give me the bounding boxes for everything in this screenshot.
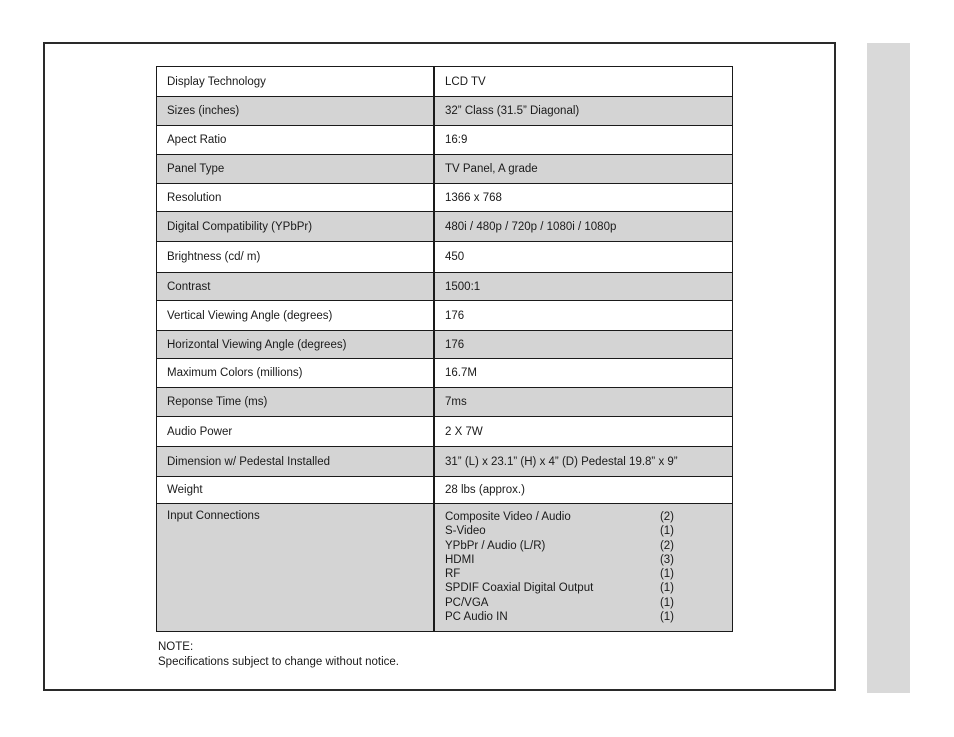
spec-row [157, 67, 733, 97]
spec-label: Panel Type [157, 155, 435, 184]
connection-count: (1) [659, 525, 674, 538]
connection-name: S-Video [445, 525, 486, 538]
spec-label: Reponse Time (ms) [157, 388, 435, 417]
note-title: NOTE: [158, 641, 194, 653]
spec-value: TV Panel, A grade [434, 155, 733, 184]
note-block [158, 640, 399, 670]
spec-value: 1500:1 [434, 273, 733, 301]
spec-value: 31” (L) x 23.1” (H) x 4” (D) Pedestal 19.8” x 9” [434, 447, 733, 477]
spec-label: Digital Compatibility (YPbPr) [157, 212, 435, 242]
spec-value: 16.7M [434, 359, 733, 388]
spec-value: 2 X 7W [434, 417, 733, 447]
spec-table [156, 66, 733, 632]
spec-row [157, 359, 733, 388]
connection-name: PC Audio IN [445, 611, 508, 624]
spec-label: Dimension w/ Pedestal Installed [157, 447, 435, 477]
connection-count: (1) [659, 568, 674, 581]
spec-label: Apect Ratio [157, 126, 435, 155]
connection-item [445, 581, 722, 595]
spec-label: Resolution [157, 184, 435, 212]
spec-value: 450 [434, 242, 733, 273]
spec-value: 480i / 480p / 720p / 1080i / 1080p [434, 212, 733, 242]
spec-value: LCD TV [434, 67, 733, 97]
spec-row [157, 447, 733, 477]
connection-name: Composite Video / Audio [445, 511, 571, 523]
connection-item [445, 553, 722, 567]
connection-name: RF [445, 568, 461, 581]
spec-row [157, 184, 733, 212]
connection-name: PC/VGA [445, 596, 489, 609]
connection-count: (1) [659, 582, 674, 595]
connection-item [445, 610, 722, 624]
spec-row [157, 301, 733, 331]
spec-label: Input Connections [157, 504, 435, 632]
spec-label: Maximum Colors (millions) [157, 359, 435, 388]
spec-row [157, 417, 733, 447]
spec-label: Horizontal Viewing Angle (degrees) [157, 331, 435, 359]
spec-row [157, 155, 733, 184]
spec-value: 1366 x 768 [434, 184, 733, 212]
spec-row [157, 477, 733, 504]
spec-row [157, 212, 733, 242]
connection-count: (2) [659, 539, 674, 552]
spec-label: Display Technology [157, 67, 435, 97]
spec-value: 16:9 [434, 126, 733, 155]
spec-label: Brightness (cd/ m) [157, 242, 435, 273]
connection-name: SPDIF Coaxial Digital Output [445, 582, 594, 595]
spec-table-body [157, 67, 733, 632]
connection-count: (1) [659, 596, 674, 609]
connection-item [445, 539, 722, 553]
connection-count: (2) [659, 511, 674, 523]
note-text: Specifications subject to change without notice. [158, 656, 400, 668]
spec-row [157, 331, 733, 359]
spec-row-input-connections [157, 504, 733, 632]
spec-value: 176 [434, 301, 733, 331]
spec-value: 28 lbs (approx.) [434, 477, 733, 504]
connection-item [445, 567, 722, 581]
spec-label: Contrast [157, 273, 435, 301]
spec-label: Weight [157, 477, 435, 504]
spec-row [157, 242, 733, 273]
spec-label: Sizes (inches) [157, 97, 435, 126]
connection-item [445, 524, 722, 538]
connection-name: HDMI [445, 553, 475, 566]
spec-value: 32” Class (31.5” Diagonal) [434, 97, 733, 126]
spec-row [157, 388, 733, 417]
connection-count: (1) [659, 611, 674, 624]
spec-row [157, 273, 733, 301]
spec-row [157, 126, 733, 155]
spec-row [157, 97, 733, 126]
connection-item [445, 510, 722, 524]
side-strip [867, 43, 910, 693]
spec-value: 7ms [434, 388, 733, 417]
spec-value: 176 [434, 331, 733, 359]
connection-name: YPbPr / Audio (L/R) [445, 539, 546, 552]
spec-label: Audio Power [157, 417, 435, 447]
connection-count: (3) [659, 553, 674, 566]
input-connections-list [434, 504, 733, 632]
spec-label: Vertical Viewing Angle (degrees) [157, 301, 435, 331]
connection-item [445, 596, 722, 610]
